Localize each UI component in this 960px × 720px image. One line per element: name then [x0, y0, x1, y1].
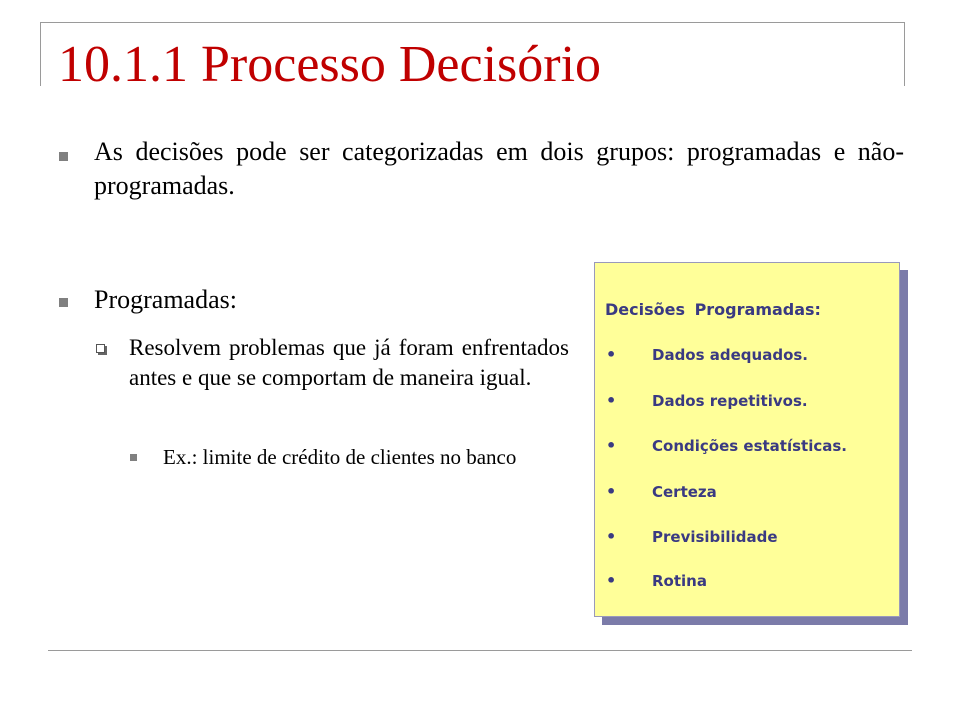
frame-bottom-line	[48, 650, 912, 651]
bullet-dot-icon: •	[606, 571, 617, 590]
frame-left-line	[40, 22, 41, 86]
callout-item	[595, 569, 899, 593]
square-bullet-icon	[59, 298, 68, 307]
slide-title: 10.1.1 Processo Decisório	[58, 36, 602, 93]
intro-text: As decisões pode ser categorizadas em dois grupos: programadas e não-programadas.	[94, 137, 904, 200]
callout-item-label: Rotina	[652, 572, 707, 590]
frame-top-line	[40, 22, 904, 23]
callout-title: Decisões Programadas:	[605, 300, 821, 319]
callout-item	[595, 434, 899, 458]
bullet-dot-icon: •	[606, 527, 617, 546]
programadas-example: Ex.: limite de crédito de clientes no banco	[163, 445, 517, 469]
callout-item-label: Dados repetitivos.	[652, 392, 808, 410]
callout-item-label: Dados adequados.	[652, 346, 809, 364]
callout-item-label: Condições estatísticas.	[652, 437, 847, 455]
bullet-dot-icon: •	[606, 391, 617, 410]
hollow-square-bullet-icon	[96, 344, 105, 353]
callout-box	[594, 262, 900, 617]
callout-item	[595, 480, 899, 504]
bullet-dot-icon: •	[606, 482, 617, 501]
square-bullet-icon	[59, 152, 68, 161]
programadas-heading: Programadas:	[94, 285, 237, 314]
small-square-bullet-icon	[130, 454, 137, 461]
callout-item-label: Previsibilidade	[652, 528, 778, 546]
callout-item	[595, 389, 899, 413]
bullet-dot-icon: •	[606, 436, 617, 455]
frame-right-line	[904, 22, 905, 86]
callout-item-label: Certeza	[652, 483, 717, 501]
programadas-description: Resolvem problemas que já foram enfrentados antes e que se comportam de maneira igual.	[129, 335, 569, 390]
callout-item	[595, 525, 899, 549]
bullet-dot-icon: •	[606, 345, 617, 364]
callout-item	[595, 343, 899, 367]
